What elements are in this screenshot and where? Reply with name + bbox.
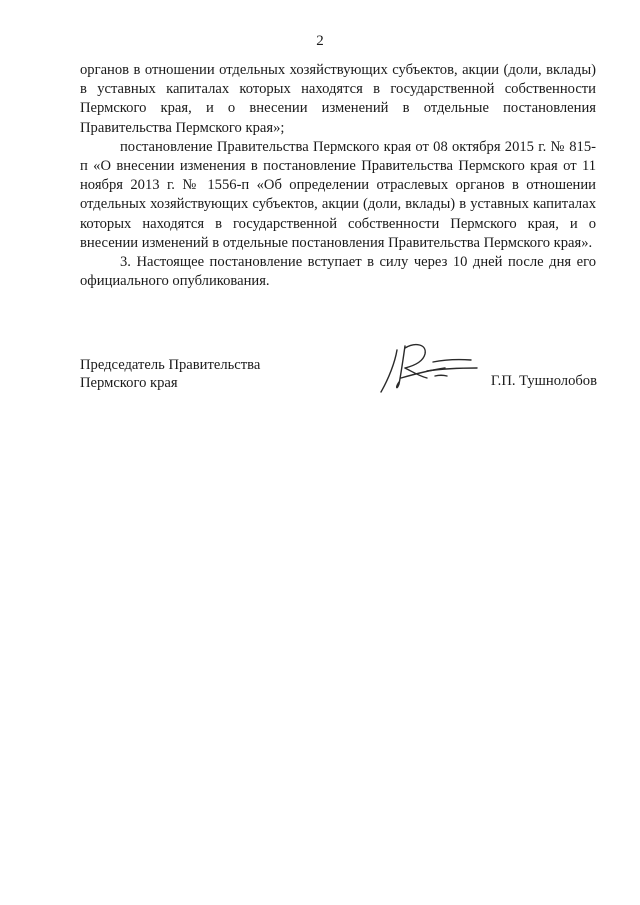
document-body bbox=[80, 61, 596, 291]
paragraph-effective-date: 3. Настоящее постановление вступает в силу через 10 дней после дня его официального опубликования. bbox=[80, 254, 596, 290]
signature-block bbox=[80, 356, 600, 406]
paragraph-resolution-reference: постановление Правительства Пермского края от 08 октября 2015 г. № 815-п «О внесении изменения в постановление Правительства Пермского края от 11 ноября 2013 г. № 1556-п «Об определении отраслевых органов в отношении отдельных хозяйствующих субъектов, акции (доли, вклады) в уставных капиталах которых находятся в государственной собственности Пермского края, и о внесении изменений в отдельные постановления Правительства Пермского края». bbox=[80, 138, 596, 251]
signature-icon bbox=[375, 338, 480, 398]
signatory-title-line-1: Председатель Правительства bbox=[80, 357, 261, 373]
page-number: 2 bbox=[316, 33, 324, 49]
signatory-name: Г.П. Тушнолобов bbox=[490, 373, 597, 389]
signatory-title bbox=[80, 356, 260, 392]
paragraph-continuation: органов в отношении отдельных хозяйствующих субъектов, акции (доли, вклады) в уставных капиталах которых находятся в государственной собственности Пермского края, и о внесении изменений в отдельные постановления Правительства Пермского края»; bbox=[80, 62, 596, 136]
signatory-title-line-2: Пермского края bbox=[80, 375, 178, 391]
